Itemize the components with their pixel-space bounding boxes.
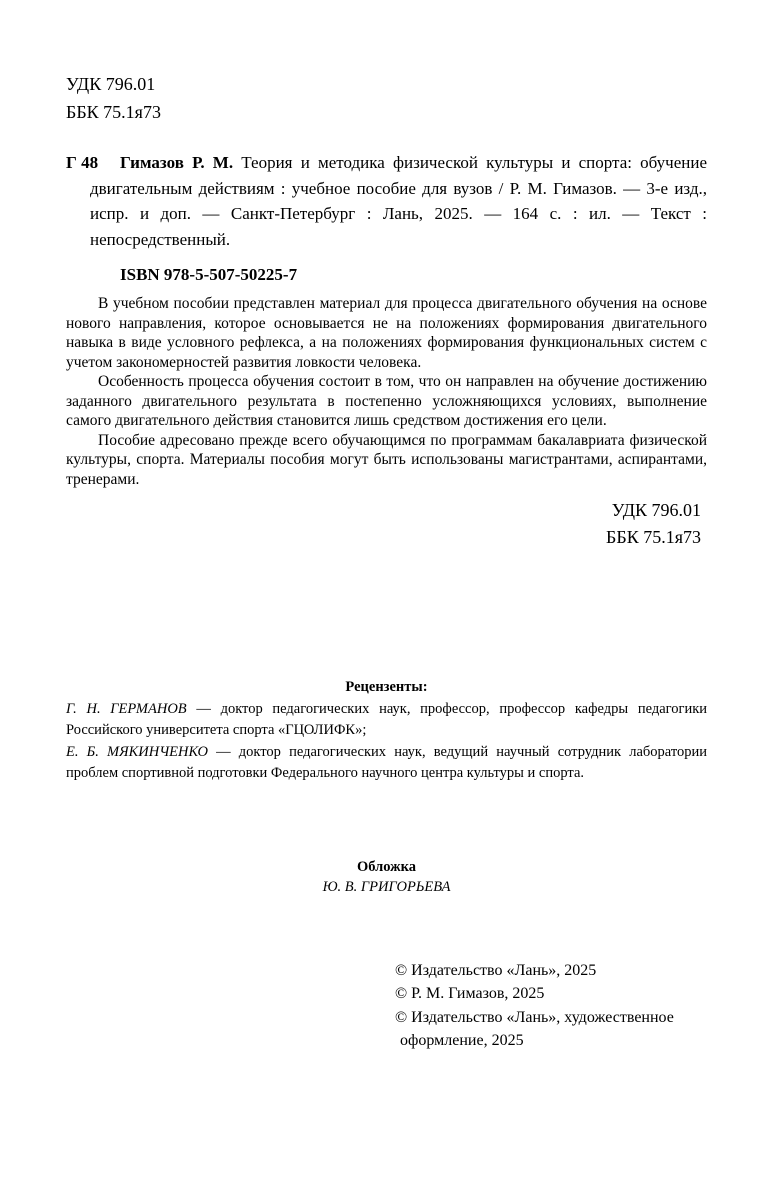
copyright-line-author: © Р. М. Гимазов, 2025	[395, 985, 545, 1002]
copyright-block	[395, 959, 707, 1053]
reviewer-entry-2	[66, 742, 707, 785]
cover-credit-heading: Обложка	[356, 858, 417, 875]
udk-code-top: УДК 796.01	[66, 74, 156, 94]
bbk-code-top: ББК 75.1я73	[66, 102, 161, 122]
catalog-card-description: Теория и методика физической культуры и спорта: обучение двигательным действиям : учебное пособие для вузов / Р. М. Гимазов. — 3-е изд., испр. и доп. — Санкт-Петербург : Лань, 2025. — 164 с. : ил. — Текст : непосредственный.	[90, 153, 707, 249]
abstract-paragraph-3: Пособие адресовано прежде всего обучающимся по программам бакалавриата физической культуры, спорта. Материалы пособия могут быть использованы магистрантами, аспирантами, тренерами.	[66, 431, 707, 488]
copyright-line-publisher: © Издательство «Лань», 2025	[395, 961, 597, 979]
cover-designer-name: Ю. В. ГРИГОРЬЕВА	[322, 878, 451, 895]
bottom-classification-codes	[66, 497, 707, 551]
reviewers-section	[66, 677, 707, 785]
catalog-card-text	[66, 150, 707, 252]
catalog-card-author: Гимазов Р. М.	[120, 153, 234, 172]
copyright-line-design: © Издательство «Лань», художественное	[395, 1008, 674, 1026]
bbk-code-bottom: ББК 75.1я73	[606, 527, 701, 547]
abstract	[66, 294, 707, 489]
abstract-paragraph-2: Особенность процесса обучения состоит в том, что он направлен на обучение достижению заданного двигательного результата в постепенно усложняющихся условиях, выполнение самого двигательного действия становится лишь средством достижения его цели.	[66, 373, 707, 429]
copyright-line-design-cont: оформление, 2025	[400, 1032, 524, 1049]
cover-credit-section	[66, 857, 707, 897]
reviewer-text-1: — доктор педагогических наук, профессор, профессор кафедры педагогики Российского университета спорта «ГЦОЛИФК»;	[66, 700, 708, 738]
reviewer-name-2: Е. Б. МЯКИНЧЕНКО	[66, 743, 208, 760]
reviewer-name-1: Г. Н. ГЕРМАНОВ	[66, 700, 187, 717]
reviewer-text-2: — доктор педагогических наук, ведущий научный сотрудник лаборатории проблем спортивной подготовки Федерального научного центра культуры и спорта.	[66, 743, 707, 781]
isbn-number: ISBN 978-5-507-50225-7	[120, 265, 298, 284]
reviewers-heading: Рецензенты:	[345, 679, 428, 695]
catalog-card	[66, 150, 707, 252]
author-sign-code: Г 48	[66, 153, 99, 172]
reviewer-entry-1	[66, 699, 707, 742]
top-classification-codes	[66, 70, 707, 126]
udk-code-bottom: УДК 796.01	[611, 500, 701, 520]
abstract-paragraph-1: В учебном пособии представлен материал для процесса двигательного обучения на основе нового направления, которое основывается не на положениях формирования двигательного навыка в виде условного рефлекса, а на положениях формирования функциональных систем с учетом закономерностей развития ловкости человека.	[66, 295, 707, 371]
